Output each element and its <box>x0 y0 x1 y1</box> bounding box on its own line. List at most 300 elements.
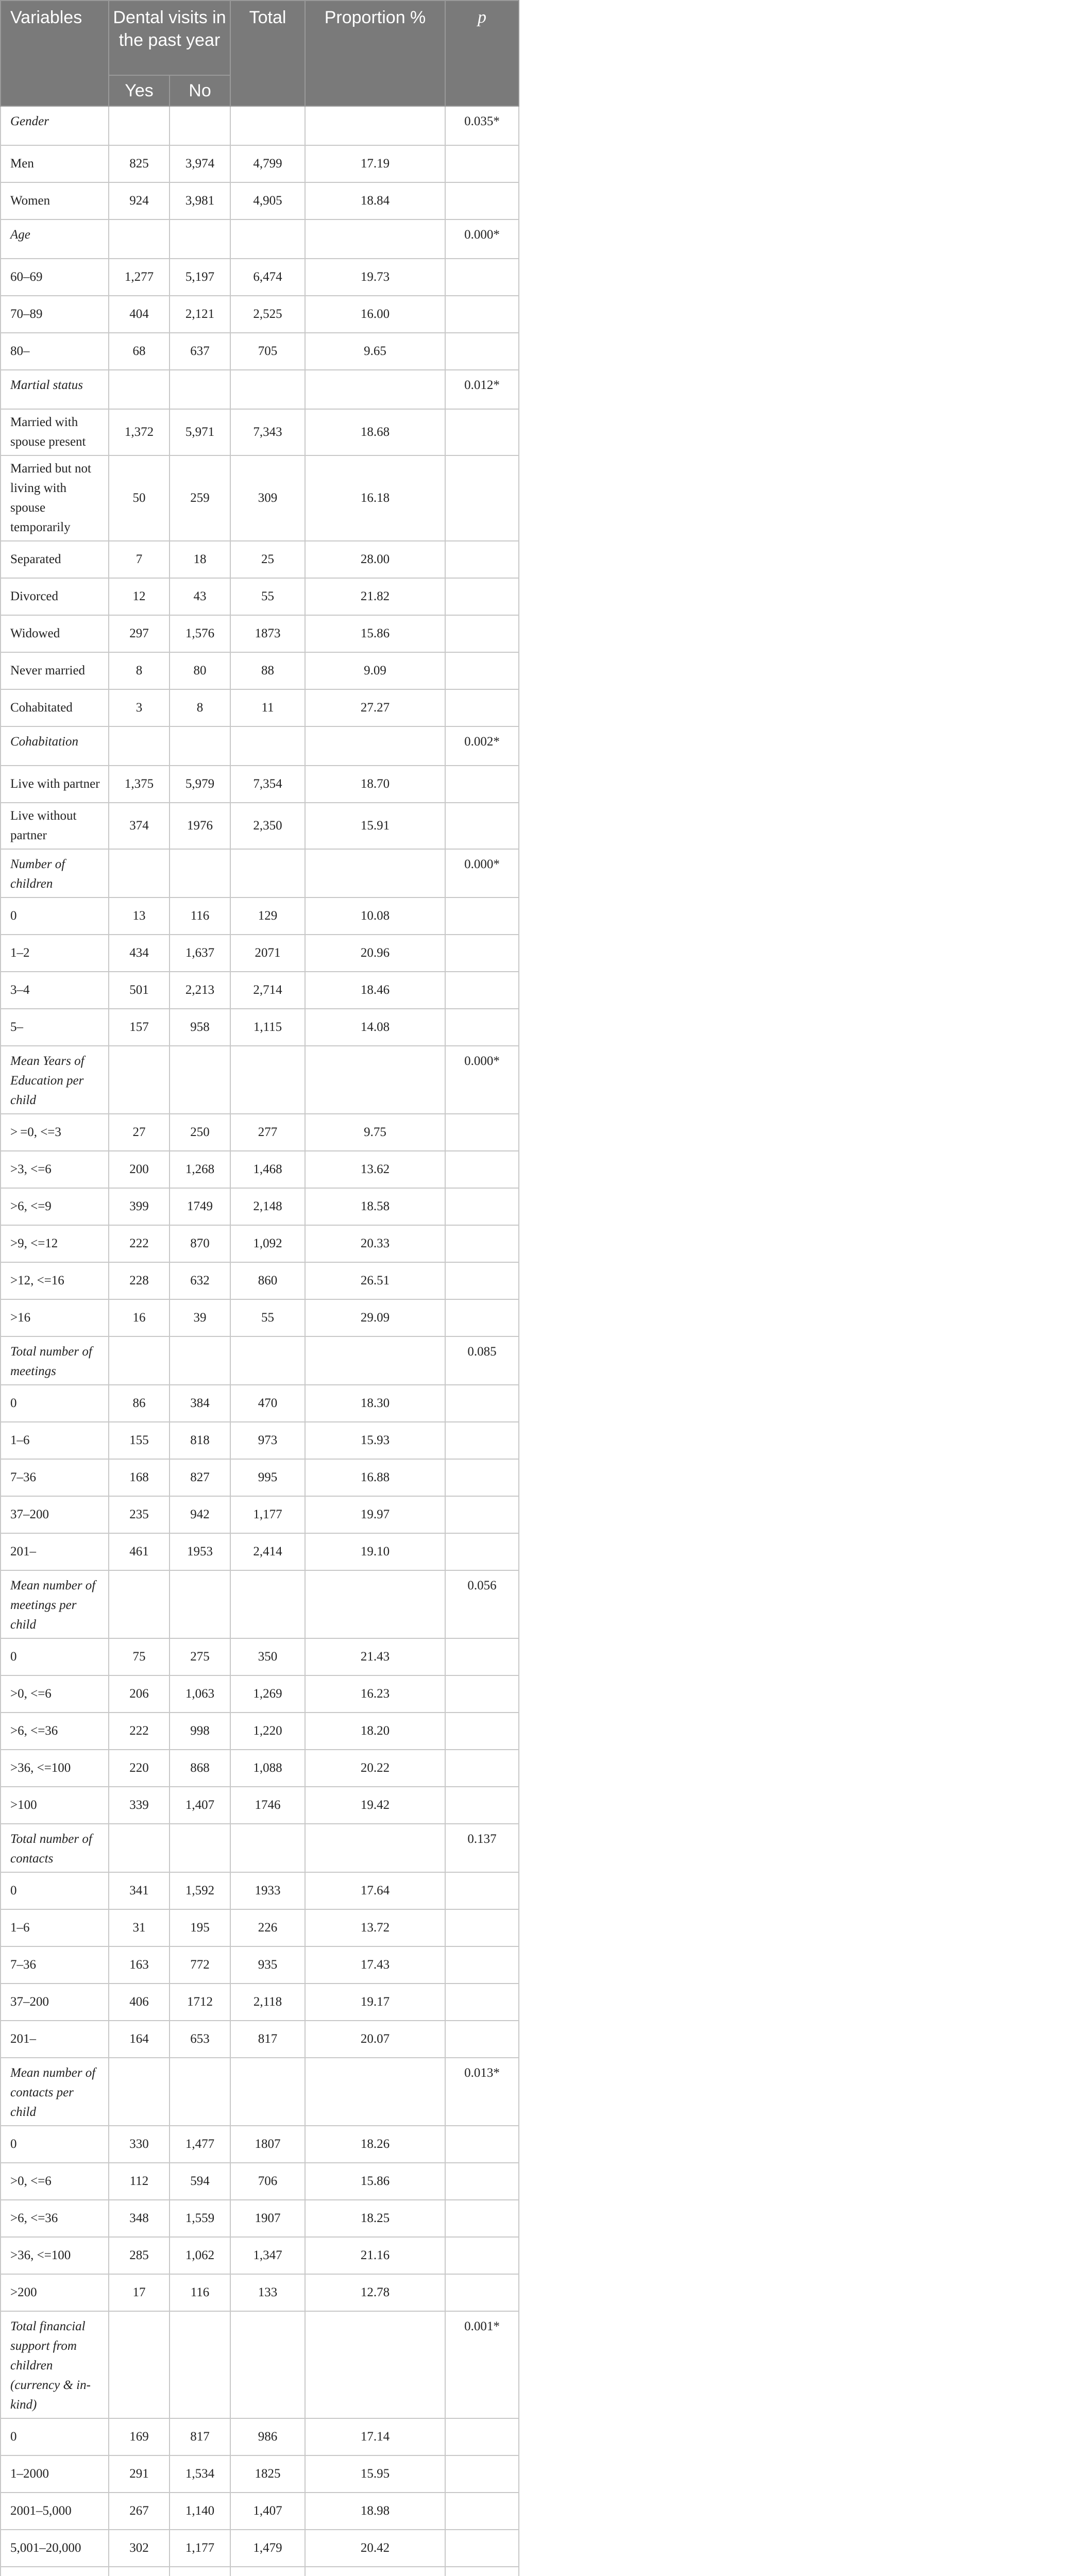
empty-cell <box>109 849 170 897</box>
table-row <box>1 972 519 1009</box>
table-row <box>1 1009 519 1046</box>
table-row <box>1 1909 519 1946</box>
row-label: 37–200 <box>1 1496 109 1533</box>
empty-cell <box>445 1638 519 1675</box>
row-label: 201– <box>1 2021 109 2058</box>
total-count: 973 <box>230 1422 305 1459</box>
no-count: 275 <box>170 1638 230 1675</box>
proportion-value: 21.16 <box>305 2237 445 2274</box>
table-row <box>1 145 519 182</box>
proportion-value: 9.75 <box>305 1114 445 1151</box>
empty-cell <box>230 2311 305 2418</box>
no-count: 817 <box>170 2418 230 2455</box>
empty-cell <box>445 2418 519 2455</box>
proportion-value: 15.86 <box>305 615 445 652</box>
empty-cell <box>305 219 445 259</box>
empty-cell <box>445 1422 519 1459</box>
header-total: Total <box>230 1 305 106</box>
empty-cell <box>445 578 519 615</box>
empty-cell <box>170 849 230 897</box>
empty-cell <box>109 726 170 766</box>
no-count: 653 <box>170 2021 230 2058</box>
group-label: Age <box>1 219 109 259</box>
group-header-row <box>1 1570 519 1638</box>
table-row <box>1 1188 519 1225</box>
proportion-value: 26.51 <box>305 1262 445 1299</box>
empty-cell <box>305 1046 445 1114</box>
row-label: Divorced <box>1 578 109 615</box>
proportion-value: 19.17 <box>305 1984 445 2021</box>
table-row <box>1 578 519 615</box>
total-count: 7,354 <box>230 766 305 803</box>
p-value: 0.000* <box>445 849 519 897</box>
row-label: Widowed <box>1 615 109 652</box>
empty-cell <box>305 849 445 897</box>
total-count: 88 <box>230 652 305 689</box>
table-row <box>1 1533 519 1570</box>
row-label: 2001–5,000 <box>1 2493 109 2530</box>
empty-cell <box>445 1009 519 1046</box>
yes-count: 169 <box>109 2418 170 2455</box>
empty-cell <box>445 1188 519 1225</box>
no-count: 1712 <box>170 1984 230 2021</box>
row-label: Separated <box>1 541 109 578</box>
row-label: >0, <=6 <box>1 2163 109 2200</box>
empty-cell <box>445 972 519 1009</box>
group-label: Martial status <box>1 370 109 409</box>
table-row <box>1 2274 519 2311</box>
yes-count: 7 <box>109 541 170 578</box>
no-count: 3,974 <box>170 145 230 182</box>
table-row <box>1 1984 519 2021</box>
no-count: 250 <box>170 1114 230 1151</box>
no-count: 772 <box>170 1946 230 1984</box>
row-label: 0 <box>1 1872 109 1909</box>
row-label: >16 <box>1 1299 109 1336</box>
proportion-value: 16.88 <box>305 1459 445 1496</box>
empty-cell <box>445 615 519 652</box>
proportion-value: 12.78 <box>305 2274 445 2311</box>
empty-cell <box>170 726 230 766</box>
no-count: 195 <box>170 1909 230 1946</box>
total-count: 6,474 <box>230 259 305 296</box>
table-row <box>1 2567 519 2576</box>
empty-cell <box>445 1151 519 1188</box>
proportion-value: 21.43 <box>305 1638 445 1675</box>
empty-cell <box>109 1570 170 1638</box>
total-count: 129 <box>230 897 305 935</box>
table-row <box>1 541 519 578</box>
proportion-value: 16.00 <box>305 296 445 333</box>
p-value: 0.085 <box>445 1336 519 1385</box>
total-count: 817 <box>230 2021 305 2058</box>
yes-count: 406 <box>109 1984 170 2021</box>
table-row <box>1 1385 519 1422</box>
group-label: Mean number of contacts per child <box>1 2058 109 2126</box>
yes-count: 434 <box>109 935 170 972</box>
total-count: 1907 <box>230 2200 305 2237</box>
empty-cell <box>445 1872 519 1909</box>
table-container <box>0 0 519 2576</box>
proportion-value: 29.09 <box>305 1299 445 1336</box>
proportion-value: 19.42 <box>305 1787 445 1824</box>
empty-cell <box>170 2058 230 2126</box>
proportion-value: 18.70 <box>305 766 445 803</box>
empty-cell <box>445 652 519 689</box>
row-label: >100 <box>1 1787 109 1824</box>
table-row <box>1 2200 519 2237</box>
empty-cell <box>445 2530 519 2567</box>
no-count: 1,177 <box>170 2530 230 2567</box>
total-count: 4,905 <box>230 182 305 219</box>
table-row <box>1 1946 519 1984</box>
table-body <box>1 106 519 2576</box>
table-header <box>1 1 519 106</box>
proportion-value: 15.95 <box>305 2455 445 2493</box>
yes-count: 220 <box>109 1750 170 1787</box>
empty-cell <box>445 1262 519 1299</box>
proportion-value: 19.97 <box>305 1496 445 1533</box>
table-row <box>1 455 519 541</box>
empty-cell <box>230 219 305 259</box>
yes-count: 3 <box>109 689 170 726</box>
no-count: 1,534 <box>170 2455 230 2493</box>
total-count: 2071 <box>230 935 305 972</box>
row-label: 0 <box>1 2418 109 2455</box>
yes-count: 399 <box>109 1188 170 1225</box>
group-header-row <box>1 1336 519 1385</box>
group-label: Total number of contacts <box>1 1824 109 1872</box>
yes-count: 16 <box>109 1299 170 1336</box>
yes-count: 8 <box>109 652 170 689</box>
no-count: 2,213 <box>170 972 230 1009</box>
empty-cell <box>305 1336 445 1385</box>
group-label: Gender <box>1 106 109 145</box>
table-row <box>1 615 519 652</box>
no-count: 384 <box>170 1385 230 1422</box>
no-count: 1,407 <box>170 1787 230 1824</box>
row-label: 3–4 <box>1 972 109 1009</box>
empty-cell <box>445 1533 519 1570</box>
proportion-value: 20.22 <box>305 1750 445 1787</box>
empty-cell <box>230 1824 305 1872</box>
proportion-value: 18.58 <box>305 1188 445 1225</box>
empty-cell <box>109 2058 170 2126</box>
no-count: 1,063 <box>170 1675 230 1713</box>
empty-cell <box>445 182 519 219</box>
empty-cell <box>109 1046 170 1114</box>
table-row <box>1 296 519 333</box>
empty-cell <box>109 219 170 259</box>
row-label: Married with spouse present <box>1 409 109 455</box>
total-count: 1746 <box>230 1787 305 1824</box>
proportion-value: 27.27 <box>305 689 445 726</box>
total-count: 1,269 <box>230 1675 305 1713</box>
group-label: Number of children <box>1 849 109 897</box>
header-dental-visits: Dental visits in the past year <box>109 1 230 75</box>
table-row <box>1 333 519 370</box>
row-label: Men <box>1 145 109 182</box>
table-row <box>1 409 519 455</box>
row-label: Live with partner <box>1 766 109 803</box>
no-count: 827 <box>170 1459 230 1496</box>
yes-count: 112 <box>109 2163 170 2200</box>
empty-cell <box>305 1570 445 1638</box>
empty-cell <box>445 1459 519 1496</box>
proportion-value: 20.33 <box>305 1225 445 1262</box>
proportion-value: 13.72 <box>305 1909 445 1946</box>
row-label: >3, <=6 <box>1 1151 109 1188</box>
proportion-value: 18.30 <box>305 1385 445 1422</box>
no-count: 116 <box>170 2274 230 2311</box>
yes-count: 341 <box>109 1872 170 1909</box>
no-count: 1,576 <box>170 615 230 652</box>
empty-cell <box>230 2058 305 2126</box>
no-count: 958 <box>170 1009 230 1046</box>
table-row <box>1 935 519 972</box>
yes-count: 924 <box>109 182 170 219</box>
table-row <box>1 2163 519 2200</box>
yes-count: 461 <box>109 1533 170 1570</box>
no-count: 5,971 <box>170 409 230 455</box>
empty-cell <box>445 1114 519 1151</box>
yes-count: 12 <box>109 578 170 615</box>
no-count: 1749 <box>170 1188 230 1225</box>
p-value: 0.000* <box>445 219 519 259</box>
total-count: 1,092 <box>230 1225 305 1262</box>
proportion-value: 15.86 <box>305 2163 445 2200</box>
empty-cell <box>445 2021 519 2058</box>
total-count: 309 <box>230 455 305 541</box>
yes-count: 168 <box>109 1459 170 1496</box>
table-row <box>1 2418 519 2455</box>
total-count: 1,088 <box>230 1750 305 1787</box>
empty-cell <box>230 1570 305 1638</box>
no-count: 1953 <box>170 1533 230 1570</box>
table-row <box>1 803 519 849</box>
row-label: 0 <box>1 897 109 935</box>
empty-cell <box>109 106 170 145</box>
no-count: 8 <box>170 689 230 726</box>
empty-cell <box>445 2163 519 2200</box>
empty-cell <box>445 1496 519 1533</box>
yes-count: 348 <box>109 2200 170 2237</box>
row-label: >200 <box>1 2274 109 2311</box>
row-label: 5,001–20,000 <box>1 2530 109 2567</box>
yes-count: 339 <box>109 1787 170 1824</box>
table-row <box>1 2126 519 2163</box>
yes-count: 825 <box>109 145 170 182</box>
table-row <box>1 1151 519 1188</box>
no-count: 818 <box>170 1422 230 1459</box>
yes-count: 291 <box>109 2455 170 2493</box>
proportion-value: 19.10 <box>305 1533 445 1570</box>
total-count: 1,347 <box>230 2237 305 2274</box>
yes-count: 31 <box>109 1909 170 1946</box>
empty-cell <box>445 2567 519 2576</box>
empty-cell <box>445 766 519 803</box>
empty-cell <box>445 1984 519 2021</box>
row-label: >9, <=12 <box>1 1225 109 1262</box>
total-count: 2,118 <box>230 1984 305 2021</box>
header-no: No <box>170 75 230 106</box>
table-row <box>1 1262 519 1299</box>
proportion-value: 17.19 <box>305 145 445 182</box>
no-count: 1,062 <box>170 2237 230 2274</box>
table-row <box>1 1225 519 1262</box>
p-value: 0.035* <box>445 106 519 145</box>
row-label: > =0, <=3 <box>1 1114 109 1151</box>
no-count: 80 <box>170 652 230 689</box>
yes-count: 374 <box>109 803 170 849</box>
empty-cell <box>305 106 445 145</box>
yes-count: 302 <box>109 2530 170 2567</box>
total-count: 705 <box>230 333 305 370</box>
total-count: 277 <box>230 1114 305 1151</box>
empty-cell <box>445 1299 519 1336</box>
proportion-value: 17.64 <box>305 1872 445 1909</box>
empty-cell <box>230 1046 305 1114</box>
row-label: Live without partner <box>1 803 109 849</box>
group-header-row <box>1 849 519 897</box>
yes-count: 222 <box>109 1225 170 1262</box>
group-header-row <box>1 1824 519 1872</box>
total-count: 706 <box>230 2163 305 2200</box>
yes-count: 267 <box>109 2493 170 2530</box>
yes-count: 86 <box>109 1385 170 1422</box>
empty-cell <box>230 1336 305 1385</box>
group-header-row <box>1 726 519 766</box>
yes-count: 1,375 <box>109 766 170 803</box>
total-count: 133 <box>230 2274 305 2311</box>
total-count: 935 <box>230 1946 305 1984</box>
proportion-value: 18.26 <box>305 2126 445 2163</box>
total-count: 2,350 <box>230 803 305 849</box>
row-label: 7–36 <box>1 1946 109 1984</box>
proportion-value: 18.20 <box>305 1713 445 1750</box>
no-count: 632 <box>170 1262 230 1299</box>
header-proportion: Proportion % <box>305 1 445 106</box>
no-count: 1,268 <box>170 1151 230 1188</box>
empty-cell <box>445 2126 519 2163</box>
empty-cell <box>445 689 519 726</box>
no-count: 637 <box>170 333 230 370</box>
total-count: 350 <box>230 1638 305 1675</box>
total-count: 2,714 <box>230 972 305 1009</box>
proportion-value: 15.93 <box>305 1422 445 1459</box>
p-value: 0.013* <box>445 2058 519 2126</box>
yes-count: 1,277 <box>109 259 170 296</box>
empty-cell <box>170 1824 230 1872</box>
row-label: Cohabitated <box>1 689 109 726</box>
table-row <box>1 1459 519 1496</box>
proportion-value: 10.08 <box>305 897 445 935</box>
row-label: >36, <=100 <box>1 1750 109 1787</box>
row-label: 37–200 <box>1 1984 109 2021</box>
proportion-value: 28.00 <box>305 541 445 578</box>
proportion-value: 20.42 <box>305 2530 445 2567</box>
no-count: 259 <box>170 455 230 541</box>
row-label: 7–36 <box>1 1459 109 1496</box>
total-count: 1,479 <box>230 2530 305 2567</box>
total-count: 1,468 <box>230 1151 305 1188</box>
empty-cell <box>445 1385 519 1422</box>
empty-cell <box>109 2311 170 2418</box>
yes-count: 68 <box>109 333 170 370</box>
total-count: 2,148 <box>230 1188 305 1225</box>
empty-cell <box>170 106 230 145</box>
proportion-value: 15.91 <box>305 803 445 849</box>
empty-cell <box>170 1046 230 1114</box>
row-label: 70–89 <box>1 296 109 333</box>
no-count: 5,979 <box>170 766 230 803</box>
proportion-value: 17.14 <box>305 2418 445 2455</box>
yes-count: 501 <box>109 972 170 1009</box>
table-row <box>1 1638 519 1675</box>
group-label: Cohabitation <box>1 726 109 766</box>
proportion-value: 16.23 <box>305 1675 445 1713</box>
yes-count: 164 <box>109 2021 170 2058</box>
yes-count: 155 <box>109 1422 170 1459</box>
proportion-value: 18.46 <box>305 972 445 1009</box>
header-variables: Variables <box>1 1 109 106</box>
total-count: 1,220 <box>230 1713 305 1750</box>
table-row <box>1 1713 519 1750</box>
empty-cell <box>445 1225 519 1262</box>
empty-cell <box>445 2274 519 2311</box>
yes-count <box>109 2567 170 2576</box>
group-header-row <box>1 370 519 409</box>
p-value: 0.002* <box>445 726 519 766</box>
yes-count: 157 <box>109 1009 170 1046</box>
empty-cell <box>170 1570 230 1638</box>
empty-cell <box>445 1750 519 1787</box>
row-label: 60–69 <box>1 259 109 296</box>
empty-cell <box>230 106 305 145</box>
row-label: Never married <box>1 652 109 689</box>
empty-cell <box>445 1713 519 1750</box>
no-count: 870 <box>170 1225 230 1262</box>
no-count: 998 <box>170 1713 230 1750</box>
yes-count: 228 <box>109 1262 170 1299</box>
proportion-value: 18.25 <box>305 2200 445 2237</box>
group-label: Mean Years of Education per child <box>1 1046 109 1114</box>
empty-cell <box>305 2058 445 2126</box>
yes-count: 75 <box>109 1638 170 1675</box>
total-count <box>230 2567 305 2576</box>
row-label: >6, <=9 <box>1 1188 109 1225</box>
proportion-value: 9.65 <box>305 333 445 370</box>
total-count: 860 <box>230 1262 305 1299</box>
row-label <box>1 2567 109 2576</box>
empty-cell <box>445 1675 519 1713</box>
table-row <box>1 2021 519 2058</box>
proportion-value: 18.68 <box>305 409 445 455</box>
empty-cell <box>445 333 519 370</box>
yes-count: 13 <box>109 897 170 935</box>
empty-cell <box>230 726 305 766</box>
empty-cell <box>109 1824 170 1872</box>
total-count: 995 <box>230 1459 305 1496</box>
row-label: 0 <box>1 1638 109 1675</box>
row-label: >6, <=36 <box>1 1713 109 1750</box>
empty-cell <box>109 1336 170 1385</box>
yes-count: 330 <box>109 2126 170 2163</box>
table-row <box>1 1422 519 1459</box>
group-label: Total number of meetings <box>1 1336 109 1385</box>
empty-cell <box>445 2237 519 2274</box>
empty-cell <box>445 1787 519 1824</box>
